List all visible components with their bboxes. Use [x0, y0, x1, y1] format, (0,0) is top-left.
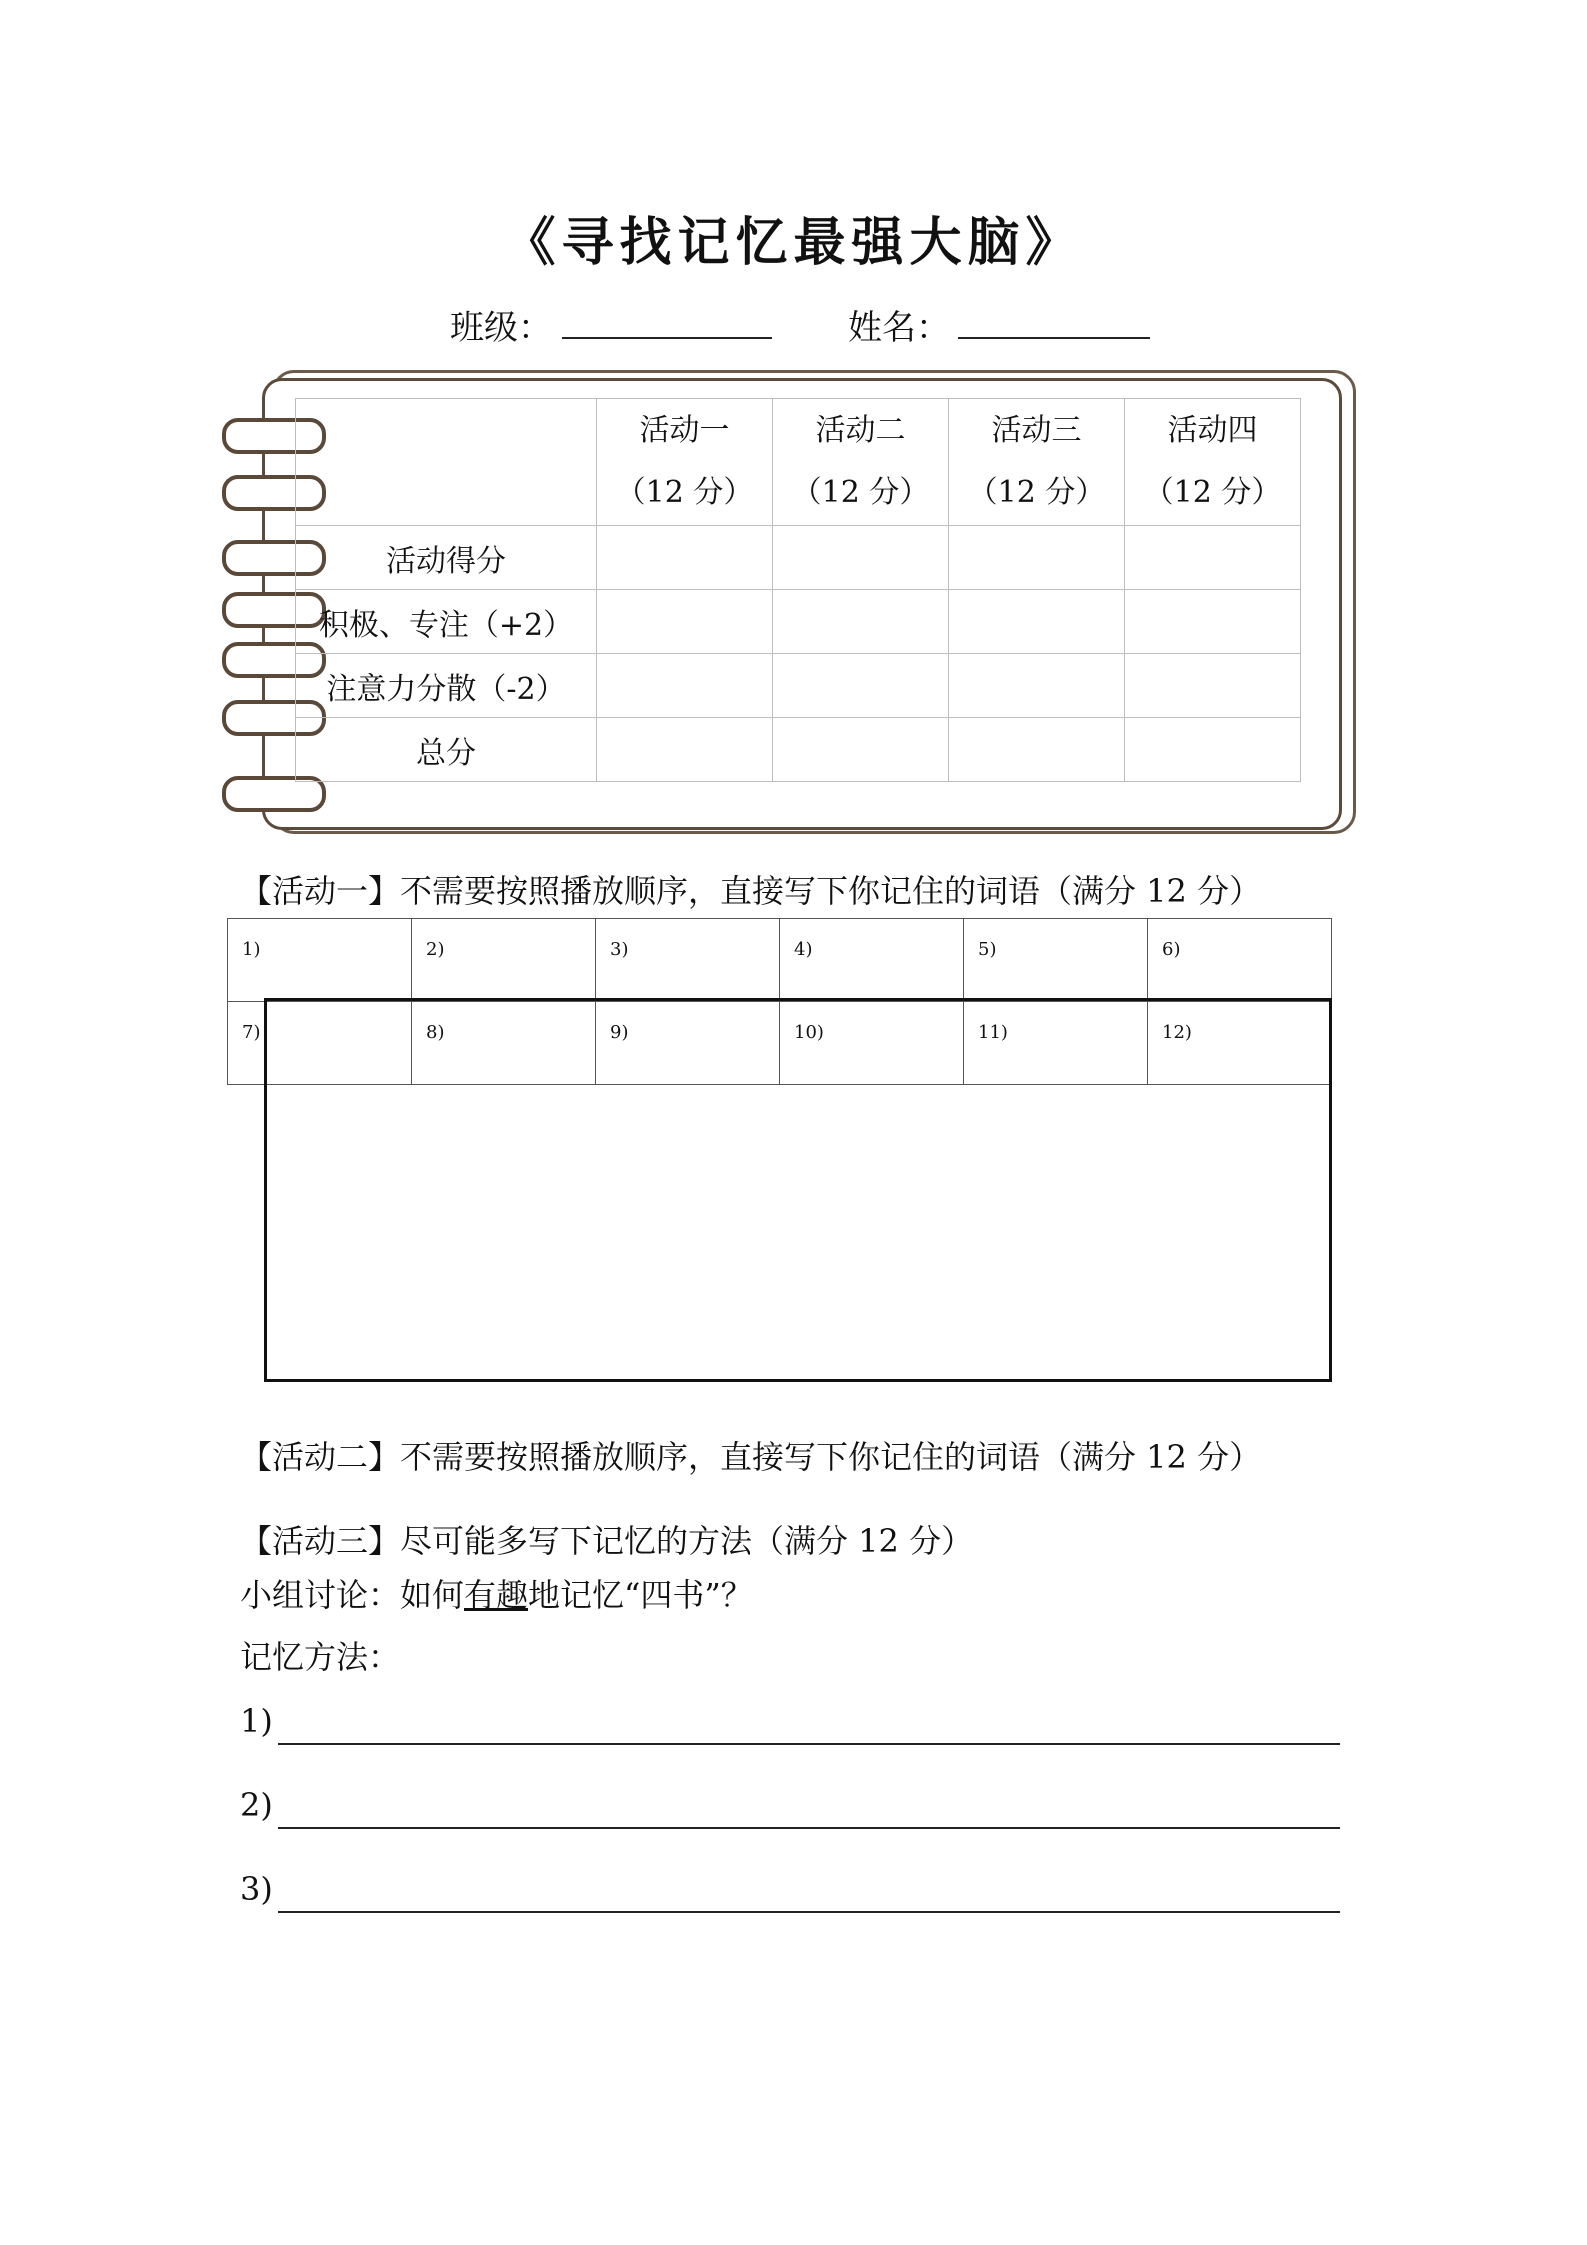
- word-cell[interactable]: 11): [964, 1002, 1148, 1085]
- activity1-heading: 【活动一】不需要按照播放顺序，直接写下你记住的词语（满分 12 分）: [240, 872, 1262, 910]
- row-label-total: 总分: [296, 718, 597, 782]
- row-label-activity-score: 活动得分: [296, 526, 597, 590]
- group-discussion-question: 小组讨论：如何有趣地记忆“四书”？: [240, 1576, 753, 1614]
- row-label-focus-bonus: 积极、专注（+2）: [296, 590, 597, 654]
- score-cell[interactable]: [1125, 590, 1301, 654]
- score-cell[interactable]: [773, 590, 949, 654]
- header-activity-1: 活动一 （12 分）: [597, 399, 773, 526]
- score-cell[interactable]: [949, 654, 1125, 718]
- answer-number: 1): [240, 1702, 273, 1740]
- answer-line[interactable]: [278, 1911, 1340, 1913]
- word-cell[interactable]: 6): [1148, 919, 1332, 1002]
- score-table: [295, 398, 1301, 782]
- header-activity-2: 活动二 （12 分）: [773, 399, 949, 526]
- header-activity-4: 活动四 （12 分）: [1125, 399, 1301, 526]
- score-cell[interactable]: [949, 590, 1125, 654]
- activity3-heading: 【活动三】尽可能多写下记忆的方法（满分 12 分）: [240, 1522, 974, 1560]
- word-cell[interactable]: 5): [964, 919, 1148, 1002]
- word-cell[interactable]: 3): [596, 919, 780, 1002]
- memory-method-label: 记忆方法：: [240, 1638, 401, 1676]
- score-cell[interactable]: [597, 590, 773, 654]
- score-cell[interactable]: [597, 526, 773, 590]
- score-cell[interactable]: [1125, 654, 1301, 718]
- score-cell[interactable]: [949, 718, 1125, 782]
- score-cell[interactable]: [597, 654, 773, 718]
- answer-line[interactable]: [278, 1827, 1340, 1829]
- score-cell[interactable]: [1125, 718, 1301, 782]
- word-cell[interactable]: 1): [228, 919, 412, 1002]
- score-cell[interactable]: [949, 526, 1125, 590]
- word-cell[interactable]: 2): [412, 919, 596, 1002]
- word-cell[interactable]: 4): [780, 919, 964, 1002]
- score-cell[interactable]: [773, 526, 949, 590]
- name-label: 姓名：: [848, 308, 950, 348]
- score-cell[interactable]: [1125, 526, 1301, 590]
- class-label: 班级：: [450, 308, 552, 348]
- word-cell[interactable]: 10): [780, 1002, 964, 1085]
- word-cell[interactable]: 7): [228, 1002, 412, 1085]
- score-cell[interactable]: [773, 718, 949, 782]
- word-cell[interactable]: 9): [596, 1002, 780, 1085]
- score-cell[interactable]: [597, 718, 773, 782]
- name-blank[interactable]: [958, 337, 1150, 339]
- word-cell[interactable]: 8): [412, 1002, 596, 1085]
- score-table-corner: [296, 399, 597, 526]
- class-blank[interactable]: [562, 337, 772, 339]
- page-title: 《寻找记忆最强大脑》: [503, 213, 1084, 273]
- score-cell[interactable]: [773, 654, 949, 718]
- answer-box[interactable]: [264, 998, 1332, 1382]
- header-activity-3: 活动三 （12 分）: [949, 399, 1125, 526]
- row-label-distraction-penalty: 注意力分散（-2）: [296, 654, 597, 718]
- word-cell[interactable]: 12): [1148, 1002, 1332, 1085]
- answer-number: 2): [240, 1786, 273, 1824]
- activity2-heading: 【活动二】不需要按照播放顺序，直接写下你记住的词语（满分 12 分）: [240, 1438, 1262, 1476]
- answer-number: 3): [240, 1870, 273, 1908]
- answer-line[interactable]: [278, 1743, 1340, 1745]
